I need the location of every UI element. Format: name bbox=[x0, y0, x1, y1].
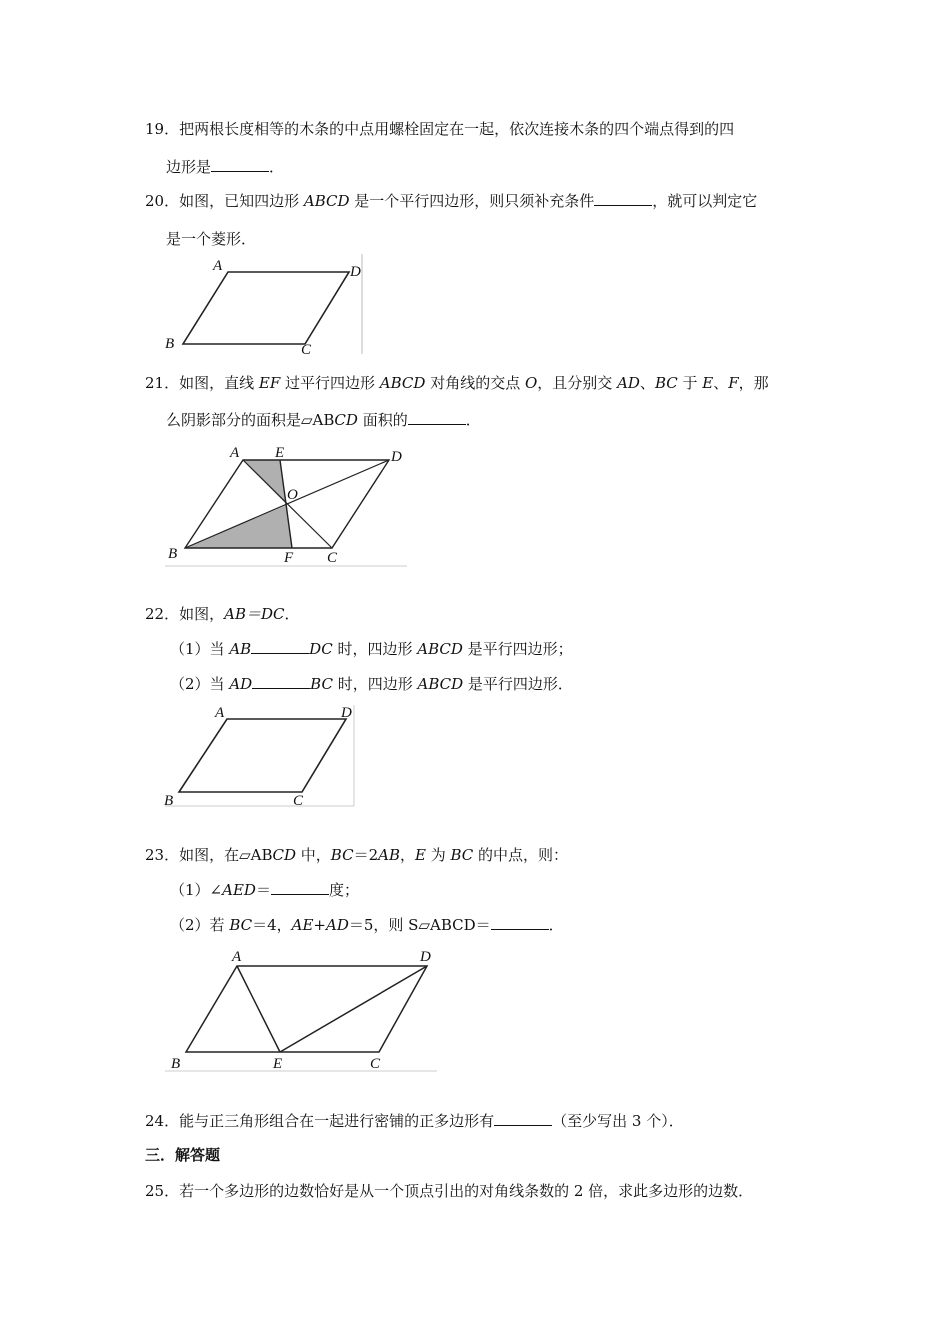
q23-t5: 为 bbox=[425, 846, 451, 864]
q21-label-b: B bbox=[168, 546, 178, 562]
q22-p1-pre: （1）当 bbox=[170, 640, 230, 658]
q23-p2-pre: （2）若 bbox=[170, 916, 230, 934]
q20-line1 bbox=[145, 191, 757, 211]
q19-line2 bbox=[166, 157, 284, 177]
q19-period: ． bbox=[269, 158, 285, 176]
q22-part2 bbox=[170, 674, 573, 694]
q22-p1-v2: DC bbox=[309, 640, 333, 658]
q21-v2: ABCD bbox=[379, 374, 426, 392]
q23-p1-post: 度； bbox=[328, 881, 359, 899]
q19-text-2: 边形是 bbox=[166, 158, 212, 176]
q20-figure-parallelogram bbox=[162, 254, 367, 356]
q23-p1-eq: ＝ bbox=[255, 881, 271, 899]
q20-label-b: B bbox=[165, 336, 175, 352]
q24-answer-blank[interactable] bbox=[494, 1111, 552, 1126]
q22-part1 bbox=[170, 639, 573, 659]
q23-v5: BC bbox=[450, 846, 474, 864]
q23-v1: CD bbox=[272, 846, 297, 864]
q22-label-d: D bbox=[341, 705, 352, 721]
q22-p2-post: 是平行四边形． bbox=[463, 675, 573, 693]
q21-label-d: D bbox=[391, 449, 402, 465]
q22-p1-post: 是平行四边形； bbox=[462, 640, 573, 658]
q23-label-c: C bbox=[370, 1056, 381, 1072]
q21-v7: F bbox=[728, 374, 739, 392]
q21-t4: ，且分别交 bbox=[537, 374, 618, 392]
q25-number: 25． bbox=[145, 1182, 180, 1200]
q19-line1 bbox=[145, 119, 734, 139]
q21-v4: AD bbox=[617, 374, 640, 392]
q23-p2-v2: AE+AD bbox=[291, 916, 349, 934]
q23-label-a: A bbox=[232, 949, 242, 965]
q21-answer-blank[interactable] bbox=[408, 410, 466, 425]
q23-p2-t2: ＝5，则 S▱ABCD＝ bbox=[348, 916, 491, 934]
q22-stem-post: ． bbox=[284, 605, 300, 623]
q20-label-d: D bbox=[350, 264, 361, 280]
q24-line bbox=[145, 1111, 684, 1131]
q23-t2: 中， bbox=[296, 846, 331, 864]
q19-number: 19． bbox=[145, 120, 180, 138]
q19-text: 把两根长度相等的木条的中点用螺栓固定在一起，依次连接木条的四个端点得到的四 bbox=[179, 120, 735, 138]
q20-line2 bbox=[166, 229, 256, 249]
q23-t6: 的中点，则： bbox=[473, 846, 569, 864]
q20-label-a: A bbox=[213, 258, 223, 274]
q23-label-d: D bbox=[420, 949, 431, 965]
q21-label-o: O bbox=[287, 487, 298, 503]
q21-label-f: F bbox=[284, 550, 294, 566]
q21-label-c: C bbox=[327, 550, 338, 566]
q21-v3: O bbox=[524, 374, 538, 392]
q22-p2-v1: AD bbox=[229, 675, 253, 693]
q20-text-b: 是一个平行四边形，则只须补充条件 bbox=[349, 192, 595, 210]
q21-line2-pre: 么阴影部分的面积是▱AB bbox=[166, 411, 335, 429]
q22-stem-var: AB＝DC bbox=[224, 605, 285, 623]
q22-stem-pre: 如图， bbox=[179, 605, 225, 623]
section-3-heading: 三．解答题 bbox=[145, 1146, 221, 1164]
q23-p1-var: AED bbox=[222, 881, 256, 899]
q23-p2-t1: ＝4， bbox=[252, 916, 292, 934]
q21-t7: 、 bbox=[713, 374, 729, 392]
q23-number: 23． bbox=[145, 846, 180, 864]
q21-period: ． bbox=[465, 411, 481, 429]
q22-p2-v3: ABCD bbox=[417, 675, 464, 693]
q21-number: 21． bbox=[145, 374, 180, 392]
q21-t6: 于 bbox=[677, 374, 703, 392]
q20-text-a: 如图，已知四边形 bbox=[179, 192, 304, 210]
q21-line2-var: CD bbox=[334, 411, 358, 429]
q23-part2-answer-blank[interactable] bbox=[491, 915, 549, 930]
q20-text-2: 是一个菱形． bbox=[166, 230, 257, 248]
q23-part1-answer-blank[interactable] bbox=[271, 880, 329, 895]
q24-pre: 能与正三角形组合在一起进行密铺的正多边形有 bbox=[179, 1112, 495, 1130]
q23-label-b: B bbox=[171, 1056, 181, 1072]
q21-label-e: E bbox=[275, 445, 285, 461]
q25-line bbox=[145, 1181, 753, 1201]
q23-t3: ＝2 bbox=[353, 846, 379, 864]
q22-p1-v3: ABCD bbox=[417, 640, 463, 658]
q22-stem bbox=[145, 604, 299, 624]
q22-figure-parallelogram bbox=[162, 701, 358, 809]
q20-var: ABCD bbox=[303, 192, 350, 210]
q23-v4: E bbox=[415, 846, 426, 864]
q23-label-e: E bbox=[273, 1056, 283, 1072]
q22-p1-mid: 时，四边形 bbox=[332, 640, 418, 658]
q22-p2-v2: BC bbox=[310, 675, 333, 693]
q23-v2: BC bbox=[330, 846, 354, 864]
q23-v3: AB bbox=[378, 846, 400, 864]
q21-line2-mid: 面积的 bbox=[357, 411, 408, 429]
q23-p2-post: ． bbox=[548, 916, 564, 934]
q24-post: （至少写出 3 个）． bbox=[552, 1112, 684, 1130]
q21-t3: 对角线的交点 bbox=[425, 374, 525, 392]
q23-stem bbox=[145, 845, 568, 865]
q22-p1-v1: AB bbox=[229, 640, 252, 658]
q22-number: 22． bbox=[145, 605, 180, 623]
q23-p1-pre: （1）∠ bbox=[170, 881, 223, 899]
q21-t5: 、 bbox=[639, 374, 655, 392]
q21-figure-parallelogram-shaded bbox=[162, 441, 412, 569]
q21-label-a: A bbox=[230, 445, 240, 461]
q21-t1: 如图，直线 bbox=[179, 374, 259, 392]
q20-number: 20． bbox=[145, 192, 180, 210]
q23-part2 bbox=[170, 915, 564, 935]
q21-v1: EF bbox=[258, 374, 281, 392]
q23-figure-parallelogram bbox=[162, 944, 442, 1076]
q22-label-c: C bbox=[293, 793, 304, 809]
q21-v5: BC bbox=[654, 374, 678, 392]
q24-number: 24． bbox=[145, 1112, 180, 1130]
q19-answer-blank[interactable] bbox=[211, 157, 269, 172]
q22-part1-answer-blank[interactable] bbox=[251, 639, 309, 654]
q25-text: 若一个多边形的边数恰好是从一个顶点引出的对角线条数的 2 倍，求此多边形的边数． bbox=[179, 1182, 754, 1200]
q21-line1 bbox=[145, 373, 769, 393]
q21-t8: ，那 bbox=[738, 374, 769, 392]
q20-answer-blank[interactable] bbox=[594, 191, 652, 206]
q22-part2-answer-blank[interactable] bbox=[252, 674, 310, 689]
q23-part1 bbox=[170, 880, 359, 900]
q20-label-c: C bbox=[301, 342, 312, 356]
q20-text-c: ，就可以判定它 bbox=[652, 192, 758, 210]
q22-label-a: A bbox=[215, 705, 225, 721]
q23-t4: ， bbox=[399, 846, 415, 864]
q21-line2 bbox=[166, 410, 481, 430]
q21-v6: E bbox=[702, 374, 714, 392]
q23-p2-v1: BC bbox=[229, 916, 253, 934]
q22-p2-pre: （2）当 bbox=[170, 675, 230, 693]
q21-t2: 过平行四边形 bbox=[280, 374, 380, 392]
q22-p2-mid: 时，四边形 bbox=[332, 675, 418, 693]
q22-label-b: B bbox=[164, 793, 174, 809]
q23-t1: 如图，在▱AB bbox=[179, 846, 273, 864]
